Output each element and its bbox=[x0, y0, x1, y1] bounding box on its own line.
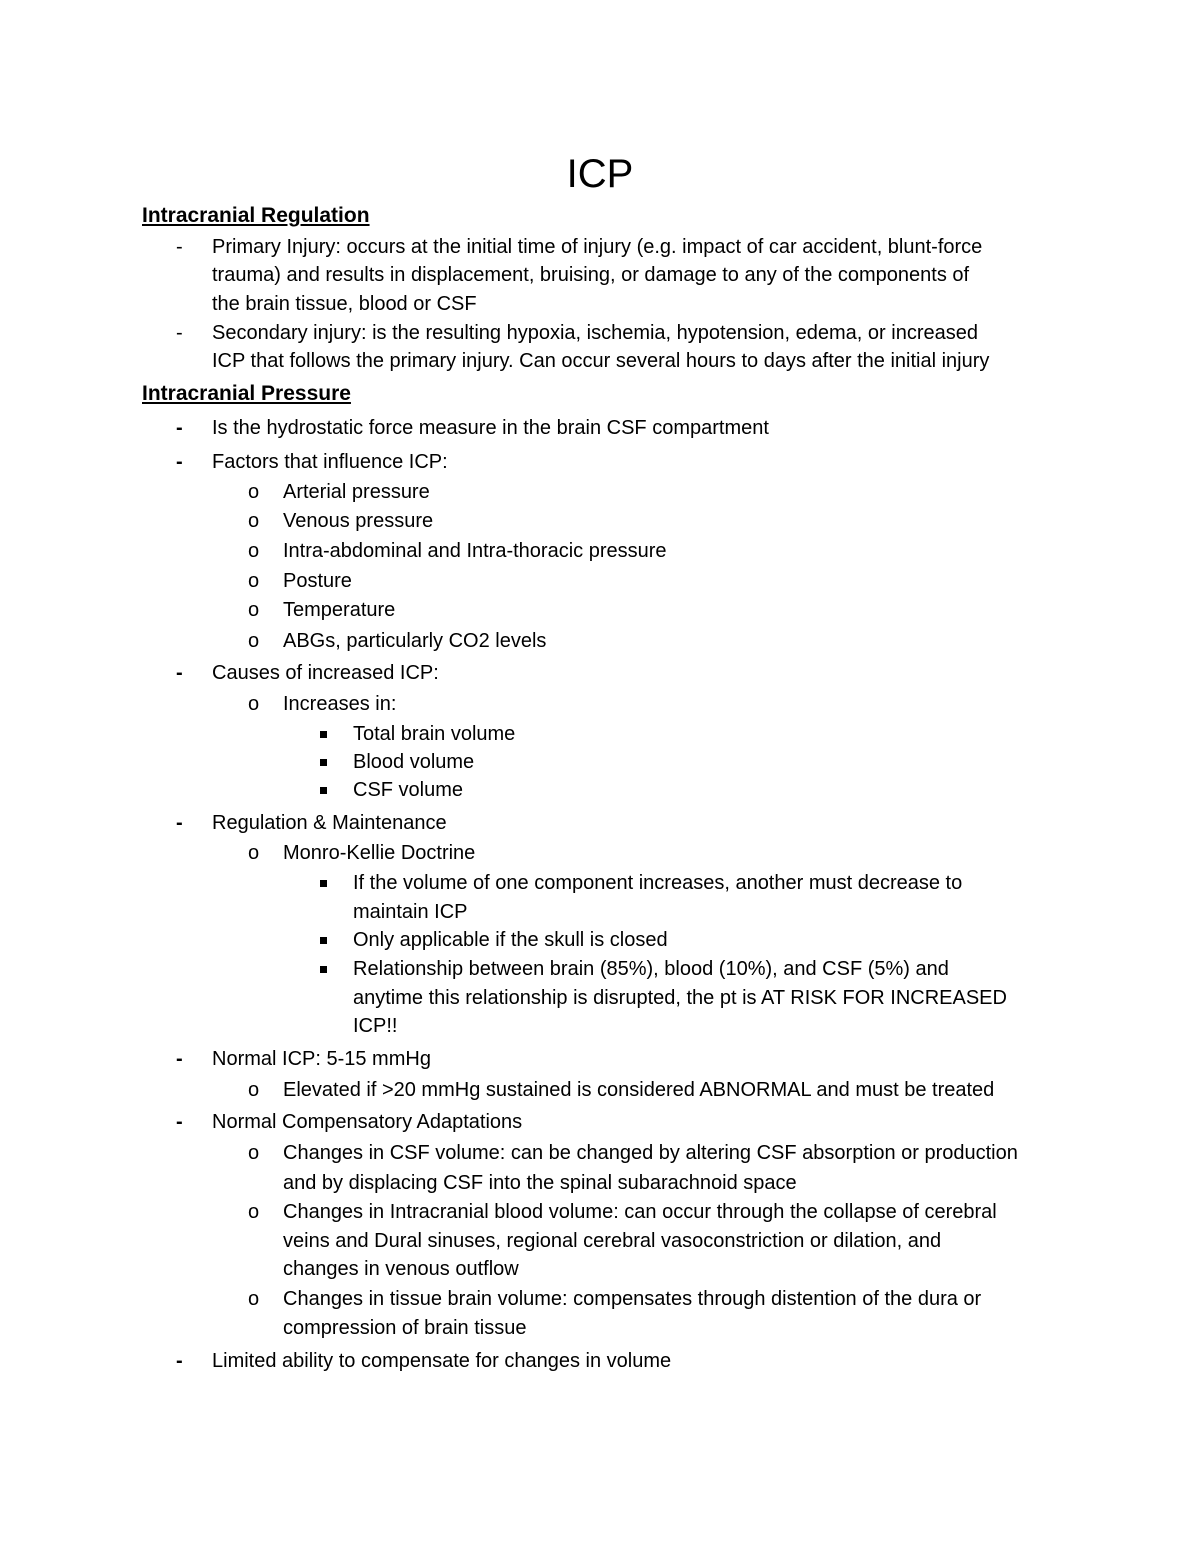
doctrine-point-2: Only applicable if the skull is closed bbox=[353, 929, 668, 951]
dash-bullet: - bbox=[176, 322, 183, 344]
circle-bullet: o bbox=[248, 842, 260, 864]
square-bullet bbox=[320, 787, 327, 794]
circle-bullet: o bbox=[248, 1201, 260, 1223]
section-heading-regulation: Intracranial Regulation bbox=[142, 204, 370, 227]
circle-bullet: o bbox=[248, 540, 260, 562]
square-bullet bbox=[320, 880, 327, 887]
limited-ability-line: Limited ability to compensate for changes in volume bbox=[212, 1350, 672, 1372]
dash-bullet: - bbox=[176, 1048, 183, 1070]
circle-bullet: o bbox=[248, 510, 260, 532]
factor-item: Venous pressure bbox=[283, 510, 434, 532]
factor-item: Posture bbox=[283, 570, 352, 592]
cause-item: Total brain volume bbox=[353, 723, 516, 745]
factor-item: Intra-abdominal and Intra-thoracic pressure bbox=[283, 540, 667, 562]
cause-item: CSF volume bbox=[353, 779, 464, 801]
dash-bullet: - bbox=[176, 451, 183, 473]
adaptation-tissue-line-2: compression of brain tissue bbox=[283, 1317, 527, 1339]
factors-label: Factors that influence ICP: bbox=[212, 451, 448, 473]
dash-bullet: - bbox=[176, 1111, 183, 1133]
dash-bullet: - bbox=[176, 662, 183, 684]
doctrine-point-1-line-2: maintain ICP bbox=[353, 901, 468, 923]
adaptation-tissue-line-1: Changes in tissue brain volume: compensates through distention of the dura or bbox=[283, 1288, 982, 1310]
adaptation-blood-line-2: veins and Dural sinuses, regional cerebral vasoconstriction or dilation, and bbox=[283, 1230, 942, 1252]
dash-bullet: - bbox=[176, 236, 183, 258]
causes-label: Causes of increased ICP: bbox=[212, 662, 439, 684]
square-bullet bbox=[320, 966, 327, 973]
doctrine-point-3-line-1: Relationship between brain (85%), blood (10%), and CSF (5%) and bbox=[353, 958, 949, 980]
normal-icp-label: Normal ICP: 5-15 mmHg bbox=[212, 1048, 431, 1070]
dash-bullet: - bbox=[176, 417, 183, 439]
adaptations-label: Normal Compensatory Adaptations bbox=[212, 1111, 523, 1133]
cause-item: Blood volume bbox=[353, 751, 475, 773]
primary-injury-line-1: Primary Injury: occurs at the initial time of injury (e.g. impact of car accident, blunt-force bbox=[212, 236, 983, 258]
primary-injury-line-3: the brain tissue, blood or CSF bbox=[212, 293, 477, 315]
adaptation-csf-line-2: and by displacing CSF into the spinal subarachnoid space bbox=[283, 1172, 797, 1194]
secondary-injury-line-2: ICP that follows the primary injury. Can occur several hours to days after the initial injury bbox=[212, 350, 990, 372]
definition-line: Is the hydrostatic force measure in the brain CSF compartment bbox=[212, 417, 769, 439]
square-bullet bbox=[320, 731, 327, 738]
primary-injury-line-2: trauma) and results in displacement, bruising, or damage to any of the components of bbox=[212, 264, 970, 286]
circle-bullet: o bbox=[248, 630, 260, 652]
page-title: ICP bbox=[566, 152, 634, 196]
doctrine-point-3-line-2: anytime this relationship is disrupted, the pt is AT RISK FOR INCREASED bbox=[353, 987, 1007, 1009]
circle-bullet: o bbox=[248, 693, 260, 715]
doctrine-point-3-line-3: ICP!! bbox=[353, 1015, 398, 1037]
adaptation-csf-line-1: Changes in CSF volume: can be changed by altering CSF absorption or production bbox=[283, 1142, 1018, 1164]
dash-bullet: - bbox=[176, 812, 183, 834]
circle-bullet: o bbox=[248, 1288, 260, 1310]
normal-icp-sub: Elevated if >20 mmHg sustained is considered ABNORMAL and must be treated bbox=[283, 1079, 995, 1101]
square-bullet bbox=[320, 759, 327, 766]
secondary-injury-line-1: Secondary injury: is the resulting hypoxia, ischemia, hypotension, edema, or increased bbox=[212, 322, 978, 344]
doctrine-label: Monro-Kellie Doctrine bbox=[283, 842, 476, 864]
causes-sub: Increases in: bbox=[283, 693, 397, 715]
circle-bullet: o bbox=[248, 1142, 260, 1164]
square-bullet bbox=[320, 937, 327, 944]
dash-bullet: - bbox=[176, 1350, 183, 1372]
circle-bullet: o bbox=[248, 481, 260, 503]
regulation-label: Regulation & Maintenance bbox=[212, 812, 447, 834]
circle-bullet: o bbox=[248, 599, 260, 621]
factor-item: ABGs, particularly CO2 levels bbox=[283, 630, 547, 652]
factor-item: Temperature bbox=[283, 599, 396, 621]
adaptation-blood-line-1: Changes in Intracranial blood volume: can occur through the collapse of cerebral bbox=[283, 1201, 997, 1223]
adaptation-blood-line-3: changes in venous outflow bbox=[283, 1258, 519, 1280]
section-heading-pressure: Intracranial Pressure bbox=[142, 382, 351, 405]
doctrine-point-1-line-1: If the volume of one component increases, another must decrease to bbox=[353, 872, 963, 894]
factor-item: Arterial pressure bbox=[283, 481, 430, 503]
circle-bullet: o bbox=[248, 570, 260, 592]
circle-bullet: o bbox=[248, 1079, 260, 1101]
